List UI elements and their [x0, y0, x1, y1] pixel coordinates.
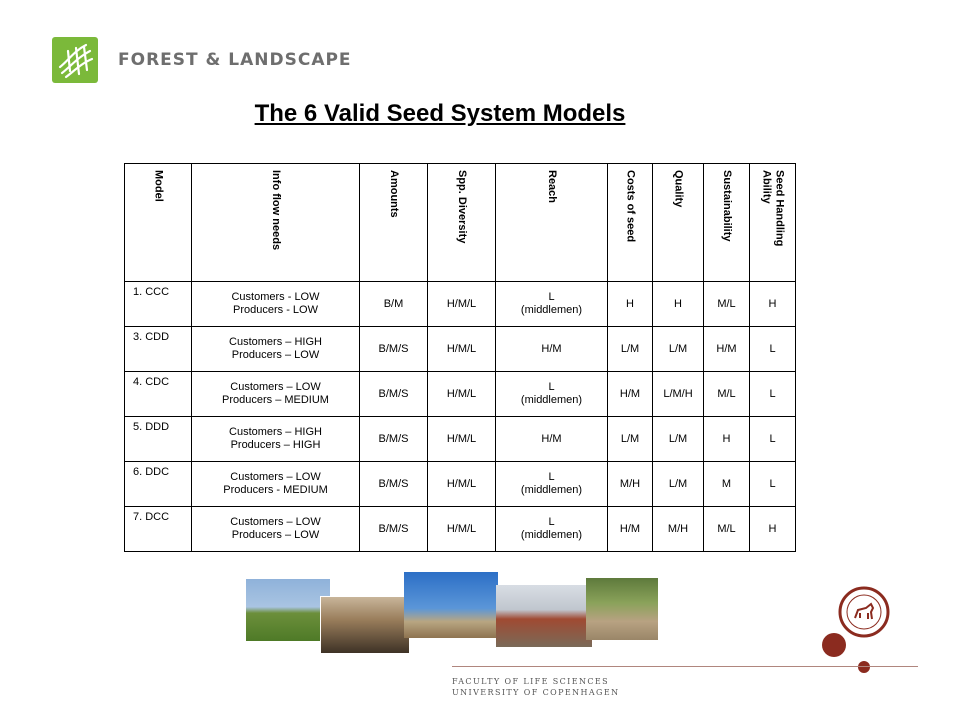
forest-landscape-logo-icon [52, 37, 98, 83]
cell-reach: L (middlemen) [496, 372, 608, 417]
header-costs: Costs of seed [608, 164, 653, 282]
decorative-dot-large [822, 633, 846, 657]
header-model: Model [125, 164, 192, 282]
table-row [125, 417, 796, 462]
header-sustainability: Sustainability [704, 164, 750, 282]
header-quality: Quality [653, 164, 704, 282]
header-info-flow: Info flow needs [192, 164, 360, 282]
cell-info-flow: Customers – HIGH Producers – HIGH [192, 417, 360, 462]
cell-handling: L [750, 417, 796, 462]
cell-diversity: H/M/L [428, 327, 496, 372]
cell-sustainability: M/L [704, 507, 750, 552]
cell-model: 5. DDD [125, 417, 192, 462]
page-title: The 6 Valid Seed System Models [254, 100, 626, 127]
cell-quality: L/M/H [653, 372, 704, 417]
cell-diversity: H/M/L [428, 282, 496, 327]
cell-amounts: B/M/S [360, 462, 428, 507]
cell-diversity: H/M/L [428, 462, 496, 507]
decorative-dot-small [858, 661, 870, 673]
cell-quality: L/M [653, 462, 704, 507]
cell-info-flow: Customers – LOW Producers – MEDIUM [192, 372, 360, 417]
acacia-tree-photo [404, 572, 498, 638]
cell-sustainability: H [704, 417, 750, 462]
cell-model: 1. CCC [125, 282, 192, 327]
cell-quality: M/H [653, 507, 704, 552]
table-row [125, 462, 796, 507]
cell-reach: L (middlemen) [496, 507, 608, 552]
cell-handling: L [750, 462, 796, 507]
cell-reach: H/M [496, 327, 608, 372]
cell-amounts: B/M/S [360, 507, 428, 552]
cell-diversity: H/M/L [428, 417, 496, 462]
cell-costs: H [608, 282, 653, 327]
cell-info-flow: Customers – HIGH Producers – LOW [192, 327, 360, 372]
cell-reach: H/M [496, 417, 608, 462]
cell-handling: H [750, 507, 796, 552]
cell-model: 7. DCC [125, 507, 192, 552]
header-diversity: Spp. Diversity [428, 164, 496, 282]
cell-reach: L (middlemen) [496, 282, 608, 327]
cell-costs: H/M [608, 372, 653, 417]
cell-diversity: H/M/L [428, 372, 496, 417]
header-row [125, 164, 796, 282]
cell-handling: L [750, 372, 796, 417]
header-reach: Reach [496, 164, 608, 282]
cell-amounts: B/M [360, 282, 428, 327]
cell-costs: H/M [608, 507, 653, 552]
cell-quality: L/M [653, 417, 704, 462]
cell-quality: H [653, 282, 704, 327]
seed-system-table [124, 163, 796, 552]
cell-amounts: B/M/S [360, 372, 428, 417]
cell-handling: L [750, 327, 796, 372]
cell-sustainability: M/L [704, 372, 750, 417]
table-row [125, 282, 796, 327]
cell-costs: L/M [608, 327, 653, 372]
cell-handling: H [750, 282, 796, 327]
cell-amounts: B/M/S [360, 327, 428, 372]
cell-amounts: B/M/S [360, 417, 428, 462]
faculty-name: FACULTY OF LIFE SCIENCES UNIVERSITY OF COPENHAGEN [452, 677, 620, 697]
cell-model: 6. DDC [125, 462, 192, 507]
cell-info-flow: Customers – LOW Producers - MEDIUM [192, 462, 360, 507]
nursery-photo [586, 578, 658, 640]
footer-rule [452, 666, 918, 667]
cell-diversity: H/M/L [428, 507, 496, 552]
cell-reach: L (middlemen) [496, 462, 608, 507]
cell-sustainability: M/L [704, 282, 750, 327]
grassland-photo [246, 579, 330, 641]
cell-costs: M/H [608, 462, 653, 507]
table-row [125, 507, 796, 552]
meeting-photo [320, 596, 410, 654]
cell-sustainability: M [704, 462, 750, 507]
cell-model: 3. CDD [125, 327, 192, 372]
cell-quality: L/M [653, 327, 704, 372]
cell-info-flow: Customers – LOW Producers – LOW [192, 507, 360, 552]
cell-info-flow: Customers - LOW Producers - LOW [192, 282, 360, 327]
brand-name: FOREST & LANDSCAPE [118, 50, 352, 70]
cell-sustainability: H/M [704, 327, 750, 372]
table-row [125, 372, 796, 417]
cell-costs: L/M [608, 417, 653, 462]
header-handling: Seed Handling Ability [750, 164, 796, 282]
building-photo [496, 585, 592, 647]
university-seal-icon [838, 586, 890, 638]
header-amounts: Amounts [360, 164, 428, 282]
cell-model: 4. CDC [125, 372, 192, 417]
table-row [125, 327, 796, 372]
